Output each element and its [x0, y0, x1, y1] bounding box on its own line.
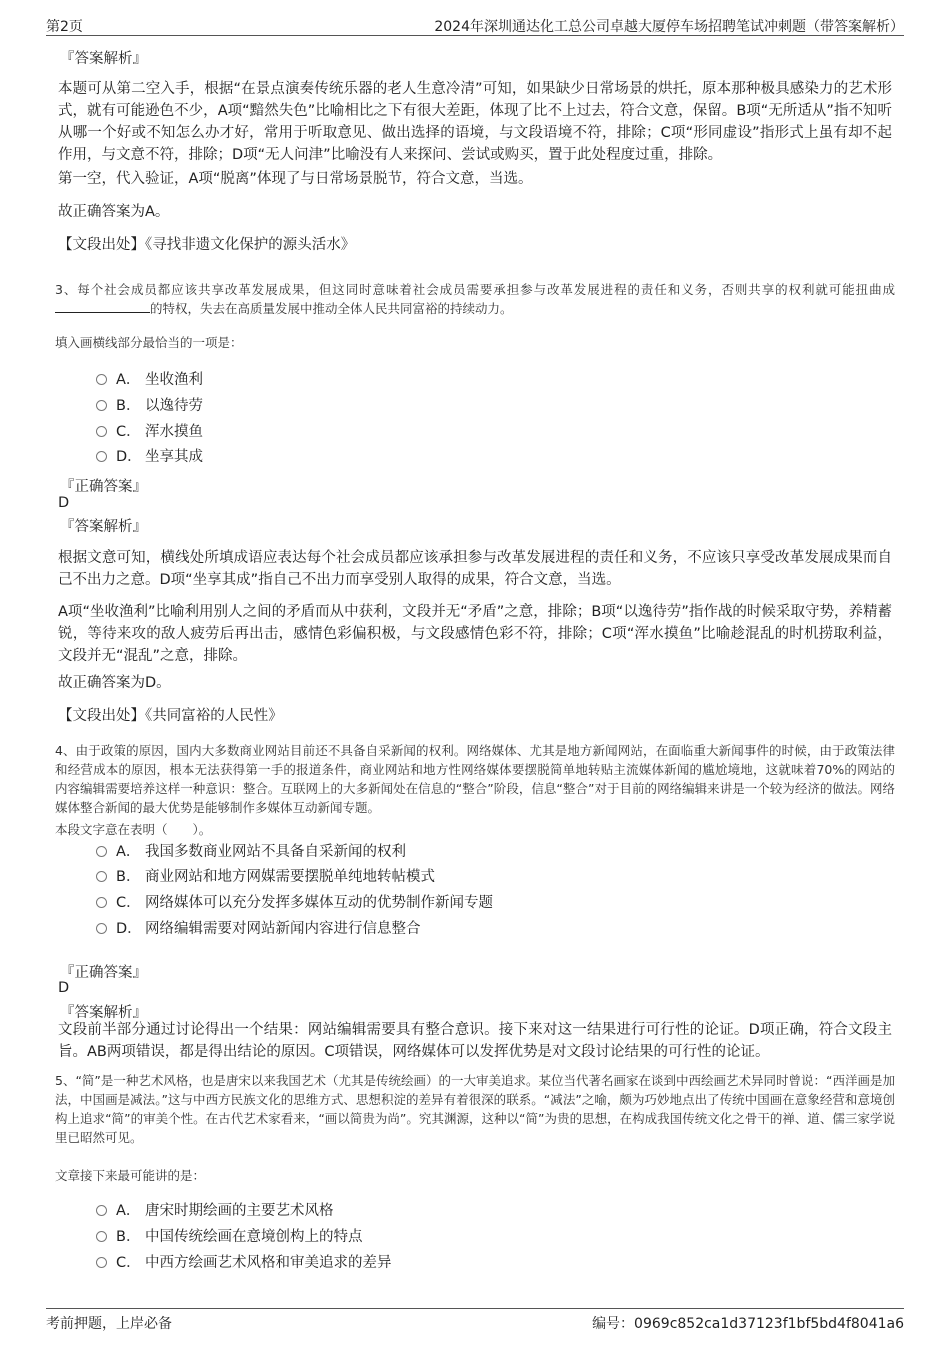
q3-option-c[interactable]: C． 浑水摸鱼 [96, 421, 203, 443]
radio-icon[interactable] [96, 400, 107, 411]
q2-analysis-p2: 第一空，代入验证，A项“脱离”体现了与日常场景脱节，符合文意，当选。 [58, 171, 533, 187]
q4-correct-answer: D [58, 980, 70, 996]
document-title: 2024年深圳通达化工总公司卓越大厦停车场招聘笔试冲刺题（带答案解析） [434, 19, 904, 35]
q4-option-d[interactable]: D． 网络编辑需要对网站新闻内容进行信息整合 [96, 918, 421, 940]
q3-correct-answer: D [58, 495, 70, 511]
q3-correct-tag: 『正确答案』 [60, 479, 147, 495]
radio-icon[interactable] [96, 374, 107, 385]
q3-analysis-p2: A项“坐收渔利”比喻利用别人之间的矛盾而从中获利，文段并无“矛盾”之意，排除；B项“以逸待劳”指作战的时候采取守势，养精蓄锐，等待来攻的敌人疲劳后再出击，感情色彩偏积极，与文段感情色彩不符，排除；C项“浑水摸鱼”比喻趁混乱的时机捞取利益，文段并无“混乱”之意，排除。 [58, 604, 892, 664]
q3-option-d[interactable]: D． 坐享其成 [96, 446, 203, 468]
q4-analysis-p1: 文段前半部分通过讨论得出一个结果：网站编辑需要具有整合意识。接下来对这一结果进行可行性的论证。D项正确，符合文段主旨。AB两项错误，都是得出结论的原因。C项错误，网络媒体可以发挥优势是对文段讨论结果的可行性的论证。 [58, 1022, 892, 1060]
q4-analysis-tag: 『答案解析』 [60, 1005, 147, 1021]
q3-stem-part1: 3、每个社会成员都应该共享改革发展成果，但这同时意味着社会成员需要承担参与改革发展进程的责任和义务，否则共享的权利就可能扭曲成 [55, 282, 895, 297]
q4-prompt: 本段文字意在表明（ ）。 [55, 822, 212, 837]
q4-option-b[interactable]: B． 商业网站和地方网媒需要摆脱单纯地转帖模式 [96, 866, 435, 888]
footer-slogan: 考前押题，上岸必备 [46, 1316, 172, 1332]
q4-correct-tag: 『正确答案』 [60, 965, 147, 981]
radio-icon[interactable] [96, 897, 107, 908]
q2-analysis-p3: 故正确答案为A。 [58, 204, 170, 220]
radio-icon[interactable] [96, 1257, 107, 1268]
q3-option-b[interactable]: B． 以逸待劳 [96, 395, 203, 417]
q3-prompt: 填入画横线部分最恰当的一项是： [55, 335, 243, 350]
q2-analysis-p1: 本题可从第二空入手，根据“在景点演奏传统乐器的老人生意冷清”可知，如果缺少日常场景的烘托，原本那种极具感染力的艺术形式，就有可能逊色不少，A项“黯然失色”比喻相比之下有很大差距，体现了比不上过去，符合文意，保留。B项“无所适从”指不知听从哪一个好或不知怎么办才好，常用于听取意见、做出选择的语境，与文段语境不符，排除；C项“形同虚设”指形式上虽有却不起作用，与文意不符，排除；D项“无人问津”比喻没有人来探问、尝试或购买，置于此处程度过重，排除。 [58, 81, 892, 163]
q5-option-c[interactable]: C． 中西方绘画艺术风格和审美追求的差异 [96, 1252, 392, 1274]
fill-blank [55, 300, 150, 313]
q3-source: 【文段出处】《共同富裕的人民性》 [58, 708, 283, 724]
q2-analysis-tag: 『答案解析』 [60, 51, 147, 67]
q3-stem-part2: 的特权，失去在高质量发展中推动全体人民共同富裕的持续动力。 [150, 301, 513, 316]
document-id: 编号：0969c852ca1d37123f1bf5bd4f8041a6 [592, 1316, 904, 1332]
radio-icon[interactable] [96, 1205, 107, 1216]
q5-option-b[interactable]: B． 中国传统绘画在意境创构上的特点 [96, 1226, 363, 1248]
q3-analysis-tag: 『答案解析』 [60, 519, 147, 535]
q4-stem: 4、由于政策的原因，国内大多数商业网站目前还不具备自采新闻的权利。网络媒体、尤其是地方新闻网站，在面临重大新闻事件的时候，由于政策法律和经营成本的原因，根本无法获得第一手的报道条件，商业网站和地方性网络媒体要摆脱简单地转贴主流媒体新闻的尴尬境地，这就味着70%的网站的内容编辑需要培养这样一种意识：整合。互联网上的大多新闻处在信息的“整合”阶段，信息“整合”对于目前的网络编辑来讲是一个较为经济的做法。网络媒体整合新闻的最大优势是能够制作多媒体互动新闻专题。 [55, 743, 895, 815]
q3-analysis-p3: 故正确答案为D。 [58, 675, 171, 691]
q3-stem [55, 280, 895, 318]
q5-stem: 5、“简”是一种艺术风格，也是唐宋以来我国艺术（尤其是传统绘画）的一大审美追求。某位当代著名画家在谈到中西绘画艺术异同时曾说：“西洋画是加法，中国画是减法。”这与中西方民族文化的思维方式、思想积淀的差异有着很深的联系。“减法”之喻，颇为巧妙地点出了传统中国画在意象经营和意境创构上追求“简”的审美个性。在古代艺术家看来，“画以简贵为尚”。究其渊源，这种以“简”为贵的思想，在构成我国传统文化之骨干的禅、道、儒三家学说里已昭然可见。 [55, 1073, 895, 1145]
q2-source: 【文段出处】《寻找非遗文化保护的源头活水》 [58, 237, 356, 253]
footer-divider [46, 1308, 904, 1309]
q5-prompt: 文章接下来最可能讲的是： [55, 1168, 206, 1183]
radio-icon[interactable] [96, 923, 107, 934]
radio-icon[interactable] [96, 1231, 107, 1242]
header-divider [46, 35, 904, 36]
q4-option-a[interactable]: A． 我国多数商业网站不具备自采新闻的权利 [96, 841, 406, 863]
radio-icon[interactable] [96, 451, 107, 462]
radio-icon[interactable] [96, 871, 107, 882]
radio-icon[interactable] [96, 426, 107, 437]
q3-analysis-p1: 根据文意可知，横线处所填成语应表达每个社会成员都应该承担参与改革发展进程的责任和义务，不应该只享受改革发展成果而自己不出力之意。D项“坐享其成”指自己不出力而享受别人取得的成果，符合文意，当选。 [58, 550, 892, 588]
q3-option-a[interactable]: A． 坐收渔利 [96, 369, 203, 391]
radio-icon[interactable] [96, 846, 107, 857]
page-number: 第2页 [46, 19, 83, 35]
q5-option-a[interactable]: A． 唐宋时期绘画的主要艺术风格 [96, 1200, 334, 1222]
q4-option-c[interactable]: C． 网络媒体可以充分发挥多媒体互动的优势制作新闻专题 [96, 892, 493, 914]
